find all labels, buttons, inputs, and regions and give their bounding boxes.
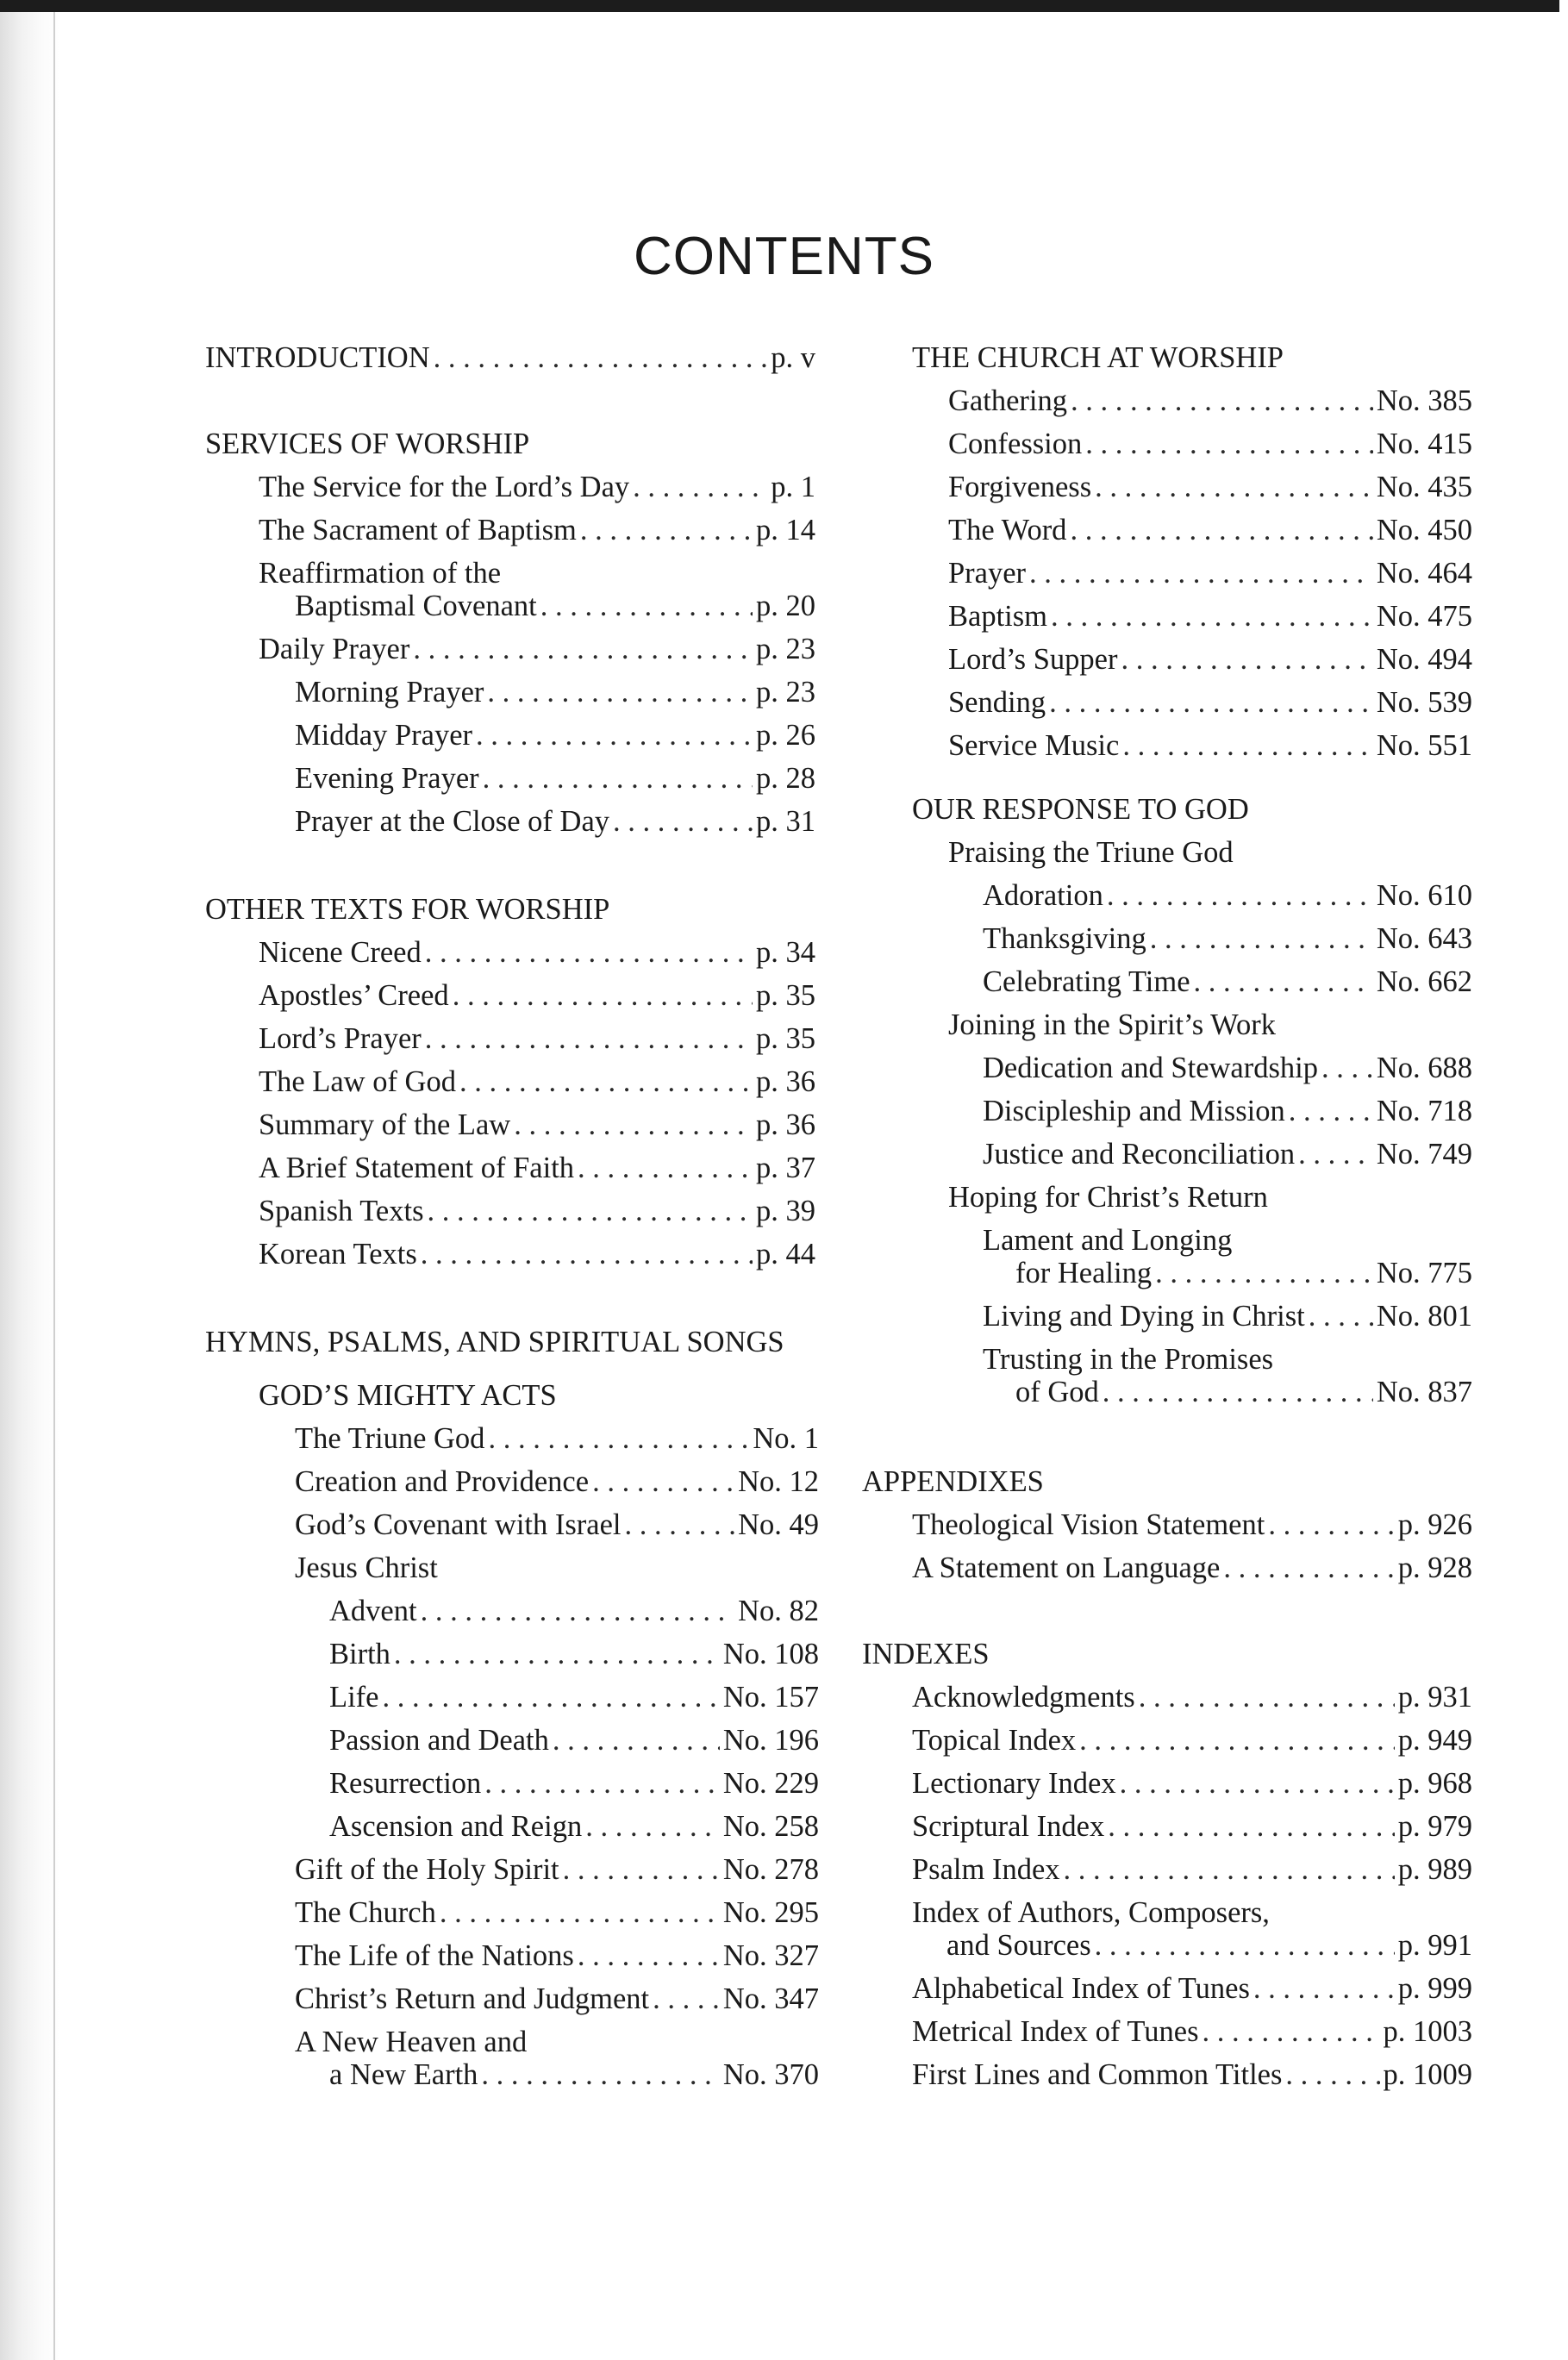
- toc-leader-dots: [1285, 2057, 1379, 2093]
- toc-entry-page: p. 36: [756, 1065, 815, 1098]
- toc-leader-dots: [394, 1636, 720, 1672]
- toc-leader-dots: [1150, 921, 1373, 957]
- toc-entry-number: No. 475: [1376, 600, 1472, 633]
- toc-entry-label: Lament and Longing: [983, 1224, 1233, 1257]
- toc-leader-dots: [1120, 1765, 1395, 1801]
- toc-leader-dots: [553, 1722, 720, 1758]
- toc-entry-page: p. 989: [1397, 1853, 1472, 1886]
- toc-entry-label: Resurrection: [329, 1767, 482, 1800]
- toc-leader-dots: [633, 469, 767, 505]
- toc-entry-label: and Sources: [946, 1929, 1091, 1962]
- toc-entry: [329, 1636, 819, 1672]
- toc-entry-number: No. 12: [738, 1465, 819, 1498]
- toc-entry-label: Hoping for Christ’s Return: [948, 1181, 1268, 1214]
- toc-leader-dots: [613, 803, 753, 840]
- toc-leader-dots: [653, 1981, 720, 2017]
- toc-leader-dots: [382, 1679, 719, 1715]
- toc-entry-label: Sending: [948, 686, 1046, 719]
- toc-leader-dots: [1085, 426, 1373, 462]
- toc-leader-dots: [413, 631, 753, 667]
- toc-entry: [295, 1464, 819, 1500]
- toc-entry-label: Trusting in the Promises: [983, 1343, 1274, 1376]
- toc-entry-page: p. 35: [756, 1022, 815, 1055]
- toc-leader-dots: [1223, 1550, 1394, 1586]
- toc-entry-label: Korean Texts: [259, 1238, 417, 1271]
- toc-entry-label: Life: [329, 1681, 379, 1714]
- toc-leader-dots: [1107, 877, 1373, 914]
- toc-entry: [295, 588, 815, 624]
- toc-entry-label: Birth: [329, 1638, 390, 1670]
- toc-entry-label: Baptismal Covenant: [295, 590, 537, 622]
- toc-entry-label: Praising the Triune God: [948, 836, 1234, 869]
- toc-entry-number: No. 347: [722, 1982, 819, 2015]
- toc-entry-page: p. 35: [756, 979, 815, 1012]
- toc-entry-label: Gift of the Holy Spirit: [295, 1853, 559, 1886]
- toc-entry-introduction: [205, 340, 815, 376]
- toc-entry-page: p. 928: [1397, 1551, 1472, 1584]
- toc-entry-label: Christ’s Return and Judgment: [295, 1982, 650, 2015]
- toc-leader-dots: [1029, 555, 1373, 591]
- toc-entry: [983, 1050, 1472, 1086]
- toc-entry-label: Prayer at the Close of Day: [295, 805, 610, 838]
- toc-entry-label: Thanksgiving: [983, 922, 1146, 955]
- toc-entry: [295, 717, 815, 753]
- toc-entry: [259, 1236, 815, 1272]
- page-gutter-line: [53, 12, 55, 2360]
- toc-entry-label: Jesus Christ: [295, 1551, 438, 1584]
- toc-entry-page: p. 931: [1397, 1681, 1472, 1714]
- toc-entry-page: p. 999: [1397, 1972, 1472, 2005]
- toc-leader-dots: [580, 512, 753, 548]
- toc-entry: [912, 1851, 1472, 1888]
- toc-entry: [329, 1722, 819, 1758]
- toc-entry: [948, 555, 1472, 591]
- toc-leader-dots: [1121, 641, 1372, 677]
- section-heading-indexes: INDEXES: [862, 1638, 990, 1670]
- toc-entry-label: Psalm Index: [912, 1853, 1060, 1886]
- toc-entry: [983, 1136, 1472, 1172]
- toc-leader-dots: [563, 1851, 720, 1888]
- toc-entry-label: Metrical Index of Tunes: [912, 2015, 1199, 2048]
- toc-entry-label: First Lines and Common Titles: [912, 2058, 1283, 2091]
- toc-entry-page: p. 979: [1397, 1810, 1472, 1843]
- toc-entry: [259, 934, 815, 971]
- toc-entry-page: p. 1: [771, 471, 815, 503]
- section-heading-services: SERVICES OF WORSHIP: [205, 428, 530, 460]
- toc-entry-number: No. 49: [738, 1508, 819, 1541]
- toc-entry-label: A New Heaven and: [295, 2026, 528, 2058]
- toc-leader-dots: [434, 340, 768, 376]
- toc-leader-dots: [476, 717, 753, 753]
- toc-leader-dots: [1253, 1970, 1395, 2007]
- toc-entry-label: Joining in the Spirit’s Work: [948, 1008, 1276, 1041]
- toc-entry-page: p. 23: [756, 633, 815, 665]
- toc-entry-label: God’s Covenant with Israel: [295, 1508, 622, 1541]
- toc-leader-dots: [1122, 727, 1373, 764]
- toc-entry-page: p. 1009: [1383, 2058, 1472, 2091]
- toc-entry-number: No. 494: [1376, 643, 1472, 676]
- toc-leader-dots: [585, 1808, 720, 1845]
- toc-entry: [259, 1150, 815, 1186]
- toc-entry: [912, 2013, 1472, 2050]
- toc-leader-dots: [481, 2057, 719, 2093]
- toc-entry: [912, 1679, 1472, 1715]
- toc-entry-label: The Service for the Lord’s Day: [259, 471, 630, 503]
- toc-entry-number: No. 435: [1376, 471, 1472, 503]
- toc-entry-page: p. 26: [756, 719, 815, 752]
- toc-entry-label: The Life of the Nations: [295, 1939, 574, 1972]
- toc-entry: [259, 977, 815, 1014]
- toc-entry-number: No. 718: [1376, 1095, 1472, 1127]
- toc-entry-label: The Triune God: [295, 1422, 485, 1455]
- page-gutter-shadow: [0, 0, 60, 2360]
- toc-entry: [912, 1970, 1472, 2007]
- section-heading-church-at-worship: THE CHURCH AT WORSHIP: [912, 341, 1284, 374]
- toc-entry: [948, 512, 1472, 548]
- toc-leader-dots: [428, 1193, 753, 1229]
- toc-entry: [948, 641, 1472, 677]
- toc-entry-label: Dedication and Stewardship: [983, 1052, 1318, 1084]
- toc-entry-number: No. 837: [1376, 1376, 1472, 1408]
- toc-entry-label: Reaffirmation of the: [259, 557, 502, 590]
- toc-entry-number: No. 464: [1376, 557, 1472, 590]
- toc-leader-dots: [1064, 1851, 1395, 1888]
- toc-entry-number: No. 196: [722, 1724, 819, 1757]
- toc-entry: [983, 1298, 1472, 1334]
- toc-entry: [295, 1895, 819, 1931]
- toc-leader-dots: [1289, 1093, 1373, 1129]
- toc-entry-label: The Word: [948, 514, 1067, 546]
- toc-leader-dots: [1155, 1255, 1373, 1291]
- toc-leader-dots: [453, 977, 753, 1014]
- toc-leader-dots: [1095, 1927, 1395, 1964]
- toc-entry-number: No. 749: [1376, 1138, 1472, 1171]
- toc-entry: [912, 2057, 1472, 2093]
- toc-leader-dots: [440, 1895, 720, 1931]
- toc-entry-label: Lord’s Prayer: [259, 1022, 422, 1055]
- toc-leader-dots: [1051, 598, 1373, 634]
- section-heading-response: OUR RESPONSE TO GOD: [912, 793, 1249, 826]
- toc-leader-dots: [592, 1464, 734, 1500]
- toc-entry-number: No. 450: [1376, 514, 1472, 546]
- toc-entry: [1015, 1255, 1472, 1291]
- toc-entry-page: p. 28: [756, 762, 815, 795]
- toc-leader-dots: [1049, 684, 1373, 721]
- toc-entry: [259, 512, 815, 548]
- toc-entry-page: p. 34: [756, 936, 815, 969]
- toc-entry: [329, 2057, 819, 2093]
- toc-entry-number: No. 551: [1376, 729, 1472, 762]
- toc-entry-label: Theological Vision Statement: [912, 1508, 1265, 1541]
- toc-entry-label: Morning Prayer: [295, 676, 484, 709]
- toc-entry-label: Evening Prayer: [295, 762, 479, 795]
- toc-leader-dots: [1079, 1722, 1395, 1758]
- toc-entry-label: Living and Dying in Christ: [983, 1300, 1305, 1333]
- subsection-heading-mighty-acts: GOD’S MIGHTY ACTS: [259, 1379, 557, 1412]
- toc-entry-number: No. 327: [722, 1939, 819, 1972]
- toc-leader-dots: [484, 1765, 720, 1801]
- toc-entry-label: A Statement on Language: [912, 1551, 1221, 1584]
- toc-entry-label: Acknowledgments: [912, 1681, 1135, 1714]
- toc-entry: [295, 1851, 819, 1888]
- toc-entry: [912, 1722, 1472, 1758]
- toc-entry: [259, 1021, 815, 1057]
- toc-leader-dots: [1194, 964, 1373, 1000]
- toc-entry-label: Justice and Reconciliation: [983, 1138, 1296, 1171]
- toc-leader-dots: [421, 1236, 753, 1272]
- toc-entry-number: No. 157: [722, 1681, 819, 1714]
- toc-entry: [912, 1765, 1472, 1801]
- toc-entry: [983, 921, 1472, 957]
- toc-entry-page: p. v: [771, 341, 815, 374]
- toc-entry-label: Celebrating Time: [983, 965, 1190, 998]
- toc-leader-dots: [1139, 1679, 1395, 1715]
- toc-entry-page: p. 968: [1397, 1767, 1472, 1800]
- toc-entry: [912, 1550, 1472, 1586]
- toc-entry-label: Nicene Creed: [259, 936, 422, 969]
- toc-entry-number: No. 688: [1376, 1052, 1472, 1084]
- toc-leader-dots: [578, 1938, 720, 1974]
- toc-entry: [1015, 1374, 1472, 1410]
- toc-entry-label: Gathering: [948, 384, 1067, 417]
- toc-entry-page: p. 23: [756, 676, 815, 709]
- toc-entry: [948, 684, 1472, 721]
- toc-entry-page: p. 14: [756, 514, 815, 546]
- toc-entry: [295, 1981, 819, 2017]
- toc-entry-number: No. 610: [1376, 879, 1472, 912]
- toc-entry-number: No. 295: [722, 1896, 819, 1929]
- toc-leader-dots: [1070, 512, 1372, 548]
- toc-entry: [983, 1093, 1472, 1129]
- toc-entry-label: Spanish Texts: [259, 1195, 424, 1227]
- toc-entry-label: INTRODUCTION: [205, 341, 430, 374]
- toc-entry-number: No. 662: [1376, 965, 1472, 998]
- toc-entry: [295, 1507, 819, 1543]
- toc-entry: [983, 964, 1472, 1000]
- toc-entry-page: p. 36: [756, 1108, 815, 1141]
- toc-entry-label: The Sacrament of Baptism: [259, 514, 577, 546]
- toc-entry-page: p. 31: [756, 805, 815, 838]
- toc-entry-label: Lord’s Supper: [948, 643, 1118, 676]
- toc-entry: [912, 1808, 1472, 1845]
- toc-entry-label: Index of Authors, Composers,: [912, 1896, 1270, 1929]
- toc-leader-dots: [624, 1507, 734, 1543]
- toc-entry-page: p. 44: [756, 1238, 815, 1271]
- toc-entry: [295, 674, 815, 710]
- toc-entry-label: Alphabetical Index of Tunes: [912, 1972, 1250, 2005]
- toc-entry-label: Advent: [329, 1595, 417, 1627]
- toc-entry-number: No. 801: [1376, 1300, 1472, 1333]
- toc-entry: [295, 1420, 819, 1457]
- toc-entry-label: Ascension and Reign: [329, 1810, 583, 1843]
- toc-entry-page: p. 1003: [1383, 2015, 1472, 2048]
- toc-entry-page: p. 20: [756, 590, 815, 622]
- toc-leader-dots: [1321, 1050, 1373, 1086]
- toc-entry-label: for Healing: [1015, 1257, 1153, 1289]
- toc-entry-number: No. 258: [722, 1810, 819, 1843]
- toc-entry-label: Adoration: [983, 879, 1103, 912]
- toc-leader-dots: [514, 1107, 753, 1143]
- toc-leader-dots: [1103, 1374, 1373, 1410]
- toc-entry: [295, 803, 815, 840]
- toc-leader-dots: [578, 1150, 753, 1186]
- toc-leader-dots: [1203, 2013, 1380, 2050]
- toc-entry-label: Confession: [948, 428, 1083, 460]
- toc-leader-dots: [459, 1064, 753, 1100]
- toc-entry: [295, 1938, 819, 1974]
- toc-entry-label: Daily Prayer: [259, 633, 410, 665]
- toc-entry-label: Scriptural Index: [912, 1810, 1105, 1843]
- toc-entry-label: of God: [1015, 1376, 1099, 1408]
- section-heading-hymns: HYMNS, PSALMS, AND SPIRITUAL SONGS: [205, 1326, 784, 1358]
- toc-entry: [983, 877, 1472, 914]
- toc-leader-dots: [1108, 1808, 1395, 1845]
- toc-entry-number: No. 385: [1376, 384, 1472, 417]
- toc-entry: [948, 598, 1472, 634]
- toc-entry-number: No. 539: [1376, 686, 1472, 719]
- toc-entry-label: Midday Prayer: [295, 719, 472, 752]
- toc-entry-page: p. 37: [756, 1152, 815, 1184]
- toc-entry-label: a New Earth: [329, 2058, 478, 2091]
- toc-entry-label: Service Music: [948, 729, 1120, 762]
- toc-entry-number: No. 370: [722, 2058, 819, 2091]
- toc-leader-dots: [1309, 1298, 1373, 1334]
- toc-entry: [329, 1765, 819, 1801]
- toc-leader-dots: [1268, 1507, 1394, 1543]
- toc-entry-label: Baptism: [948, 600, 1048, 633]
- toc-leader-dots: [1071, 383, 1373, 419]
- toc-entry-number: No. 278: [722, 1853, 819, 1886]
- toc-entry: [948, 426, 1472, 462]
- toc-entry-label: Passion and Death: [329, 1724, 549, 1757]
- toc-entry: [946, 1927, 1472, 1964]
- toc-leader-dots: [487, 674, 753, 710]
- toc-entry-number: No. 643: [1376, 922, 1472, 955]
- toc-entry-label: Topical Index: [912, 1724, 1077, 1757]
- toc-entry: [948, 727, 1472, 764]
- toc-entry: [948, 383, 1472, 419]
- toc-entry-label: Discipleship and Mission: [983, 1095, 1285, 1127]
- toc-leader-dots: [425, 1021, 753, 1057]
- toc-entry-page: p. 39: [756, 1195, 815, 1227]
- toc-leader-dots: [1298, 1136, 1373, 1172]
- toc-entry-label: Creation and Providence: [295, 1465, 590, 1498]
- toc-entry: [912, 1507, 1472, 1543]
- section-heading-other-texts: OTHER TEXTS FOR WORSHIP: [205, 893, 610, 926]
- toc-entry: [329, 1808, 819, 1845]
- toc-leader-dots: [1095, 469, 1373, 505]
- toc-entry: [259, 631, 815, 667]
- toc-entry-number: No. 108: [722, 1638, 819, 1670]
- toc-entry-number: No. 229: [722, 1767, 819, 1800]
- toc-entry: [259, 469, 815, 505]
- toc-entry: [259, 1064, 815, 1100]
- toc-entry: [259, 1193, 815, 1229]
- section-heading-appendixes: APPENDIXES: [862, 1465, 1044, 1498]
- toc-entry-label: Apostles’ Creed: [259, 979, 449, 1012]
- toc-entry-label: The Church: [295, 1896, 436, 1929]
- toc-entry-number: No. 82: [738, 1595, 819, 1627]
- toc-entry: [259, 1107, 815, 1143]
- toc-leader-dots: [483, 760, 753, 796]
- page-title: CONTENTS: [634, 227, 934, 286]
- toc-leader-dots: [540, 588, 753, 624]
- toc-entry-page: p. 949: [1397, 1724, 1472, 1757]
- top-rule: [0, 0, 1559, 12]
- toc-entry-label: Lectionary Index: [912, 1767, 1116, 1800]
- toc-entry-number: No. 775: [1376, 1257, 1472, 1289]
- toc-entry-label: Summary of the Law: [259, 1108, 511, 1141]
- toc-entry-number: No. 415: [1376, 428, 1472, 460]
- toc-entry: [329, 1593, 819, 1629]
- toc-entry-label: Forgiveness: [948, 471, 1092, 503]
- toc-leader-dots: [425, 934, 753, 971]
- toc-entry: [329, 1679, 819, 1715]
- toc-entry-label: The Law of God: [259, 1065, 456, 1098]
- toc-entry-page: p. 991: [1397, 1929, 1472, 1962]
- toc-entry-label: Prayer: [948, 557, 1027, 590]
- toc-leader-dots: [421, 1593, 735, 1629]
- toc-entry: [948, 469, 1472, 505]
- toc-entry-label: A Brief Statement of Faith: [259, 1152, 575, 1184]
- toc-entry: [295, 760, 815, 796]
- toc-leader-dots: [488, 1420, 749, 1457]
- toc-entry-number: No. 1: [753, 1422, 819, 1455]
- toc-entry-page: p. 926: [1397, 1508, 1472, 1541]
